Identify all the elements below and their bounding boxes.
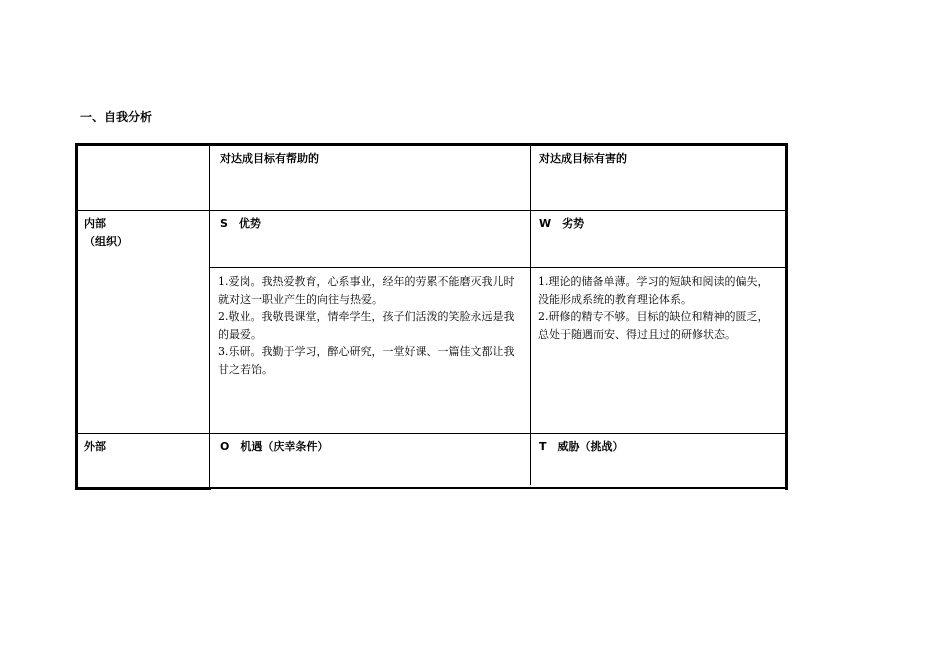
table-border-bottom-left [75,487,211,490]
opportunities-title: O 机遇（庆幸条件） [220,440,329,453]
strengths-content [218,273,528,378]
table-divider-row-3 [78,433,785,434]
swot-table [75,143,788,490]
table-border-right [785,143,788,490]
weaknesses-title: W 劣势 [539,217,585,230]
header-helpful: 对达成目标有帮助的 [220,152,319,165]
weakness-line: 总处于随遇而安、得过且过的研修状态。 [538,327,736,341]
section-heading: 一、自我分析 [80,110,153,124]
strength-line: 甘之若饴。 [218,362,273,376]
strength-line: 2.敬业。我敬畏课堂，情牵学生，孩子们活泼的笑脸永远是我 [218,310,515,323]
strengths-title: S 优势 [220,217,261,230]
table-border-left [75,143,78,490]
strength-line: 3.乐研。我勤于学习，醉心研究，一堂好课、一篇佳文都让我 [218,345,515,358]
table-divider-col-1 [209,143,210,490]
weakness-line: 2.研修的精专不够。目标的缺位和精神的匮乏， [538,310,769,323]
header-harmful: 对达成目标有害的 [539,152,627,165]
internal-sublabel: （组织） [84,235,128,248]
weakness-line: 没能形成系统的教育理论体系。 [538,292,692,306]
table-divider-row-2 [209,267,785,268]
table-border-top [75,143,788,146]
internal-label: 内部 [84,217,106,230]
strength-line: 就对这一职业产生的向往与热爱。 [218,292,383,306]
external-label: 外部 [84,440,106,453]
weakness-line: 1.理论的储备单薄。学习的短缺和阅读的偏失， [538,275,769,288]
table-border-bottom [209,487,788,489]
threats-title: T 威胁（挑战） [539,440,624,453]
weaknesses-content [538,273,783,343]
strength-line: 1.爱岗。我热爱教育，心系事业，经年的劳累不能磨灭我儿时 [218,275,515,288]
strength-line: 的最爱。 [218,327,262,341]
table-divider-row-1 [78,210,785,211]
